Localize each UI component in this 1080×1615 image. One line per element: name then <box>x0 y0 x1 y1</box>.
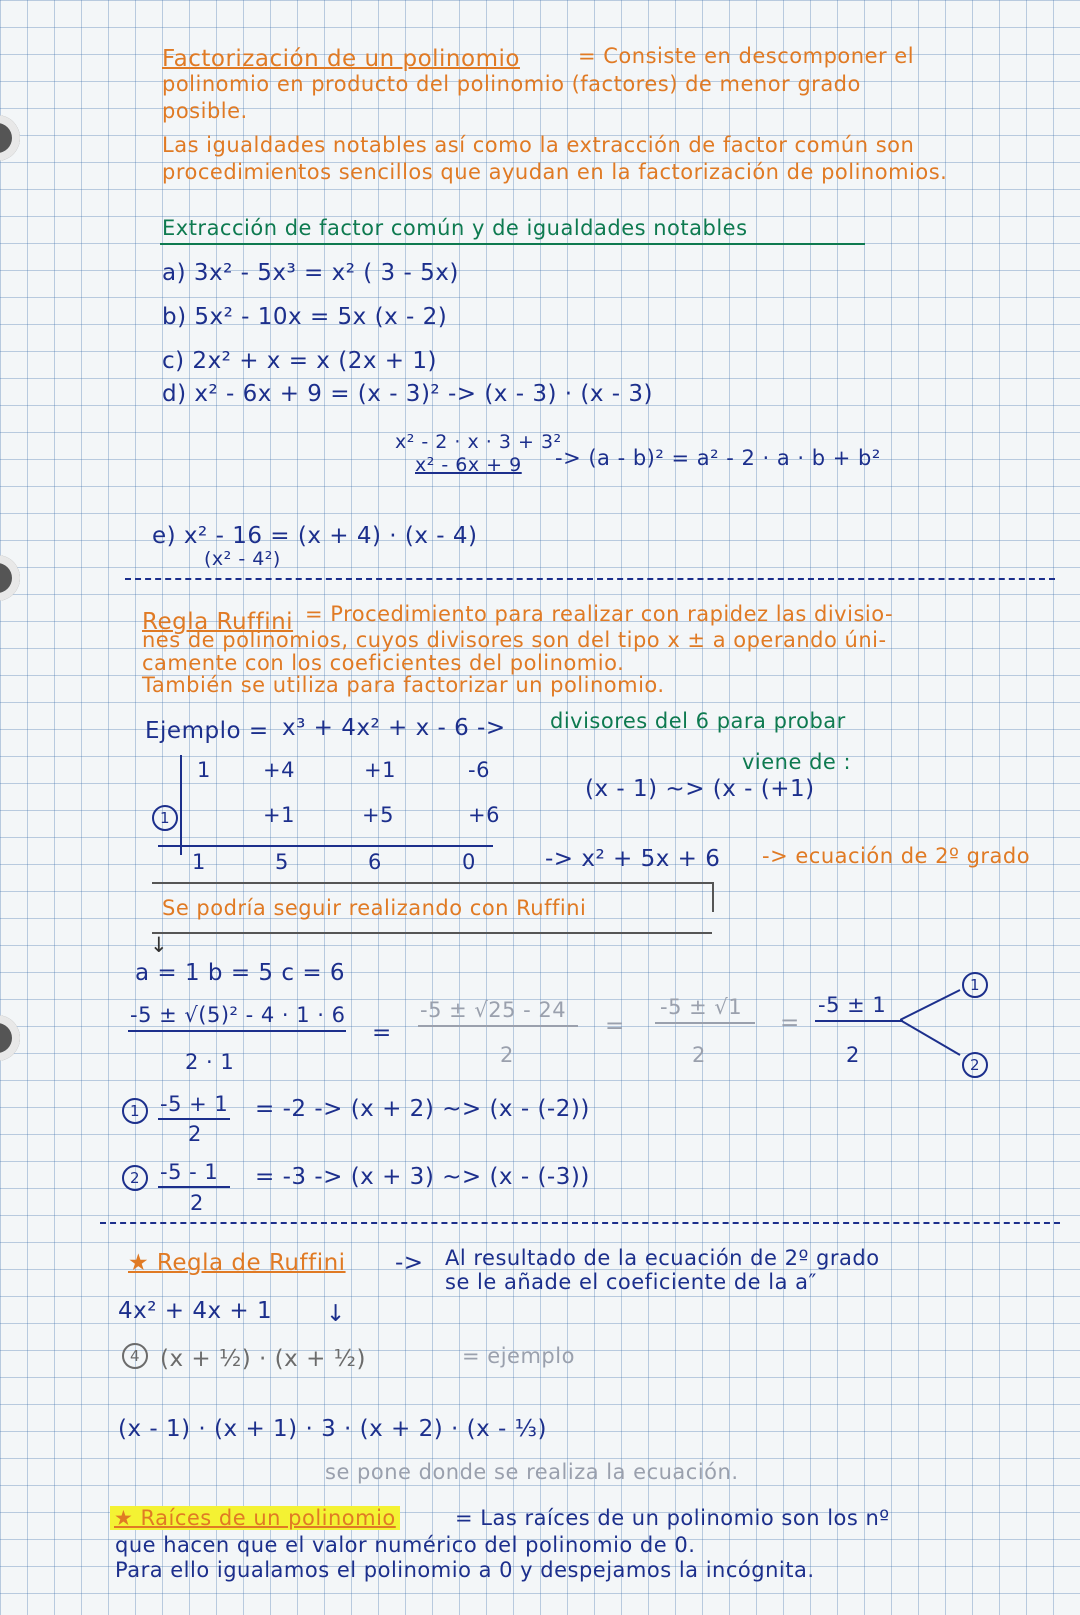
ruffini-r3c1: 1 <box>192 850 206 874</box>
ruffini2-example: = ejemplo <box>462 1344 575 1368</box>
quad-frac-bar-4 <box>815 1020 903 1022</box>
ruffini-def2: nes de polinomios, cuyos divisores son del tipo x ± a operando úni- <box>142 628 887 652</box>
binder-hole-1 <box>0 115 20 161</box>
quad-num-4: -5 ± 1 <box>818 993 887 1017</box>
intro-title-rest: = Consiste en descomponer el <box>578 44 915 68</box>
root-1-label: 1 <box>122 1098 148 1124</box>
root-2-num: -5 - 1 <box>160 1160 219 1184</box>
ruffini-r2c2: +1 <box>263 803 295 827</box>
quad-frac-bar-3 <box>655 1022 755 1024</box>
item-d: d) x² - 6x + 9 = (x - 3)² -> (x - 3) · (x - 3) <box>162 381 653 407</box>
comes-from-note: viene de : <box>742 750 852 774</box>
ruffini2-title: ★ Regla de Ruffini <box>128 1250 346 1276</box>
ruffini-def3: camente con los coeficientes del polinomio. <box>142 651 625 675</box>
ruffini-r1c1: 1 <box>197 758 211 782</box>
ruffini2-down-arrow-icon: ↓ <box>326 1301 346 1327</box>
quad-eq-2: = <box>605 1013 625 1039</box>
item-e: e) x² - 16 = (x + 4) · (x - 4) <box>152 523 478 549</box>
ruffini2-product: (x - 1) · (x + 1) · 3 · (x + 2) · (x - ⅓) <box>118 1416 547 1442</box>
quad-coeffs: a = 1 b = 5 c = 6 <box>135 960 346 986</box>
roots-def3: Para ello igualamos el polinomio a 0 y despejamos la incógnita. <box>115 1558 815 1582</box>
continue-note: Se podría seguir realizando con Ruffini <box>162 896 587 920</box>
ruffini2-factors: (x + ½) · (x + ½) <box>160 1346 366 1372</box>
root-2-bar <box>158 1186 230 1188</box>
down-arrow-icon: ↓ <box>150 933 169 957</box>
ruffini-title: Regla Ruffini <box>142 609 294 635</box>
example-poly: x³ + 4x² + x - 6 -> <box>282 715 506 741</box>
branch-lines <box>900 985 970 1065</box>
roots-def2: que hacen que el valor numérico del polinomio de 0. <box>115 1533 696 1557</box>
root-1-bar <box>158 1118 230 1120</box>
ruffini-r3c2: 5 <box>275 850 289 874</box>
quad-eq-3: = <box>780 1010 800 1036</box>
item-e-sub: (x² - 4²) <box>204 548 281 570</box>
ruffini-r3c4: 0 <box>462 850 476 874</box>
continue-note-box-right <box>712 882 714 912</box>
ruffini-r2c3: +5 <box>362 803 394 827</box>
quad-den: 2 · 1 <box>185 1050 235 1074</box>
quad-frac-bar-1 <box>128 1030 346 1032</box>
item-d-simplified: x² - 6x + 9 <box>415 454 522 476</box>
ruffini-result: -> x² + 5x + 6 <box>545 846 721 872</box>
intro-title: Factorización de un polinomio <box>162 46 520 72</box>
item-b: b) 5x² - 10x = 5x (x - 2) <box>162 304 448 330</box>
root-2-label: 2 <box>122 1165 148 1191</box>
example-label: Ejemplo = <box>145 718 269 744</box>
root-2-rest: = -3 -> (x + 3) ~> (x - (-3)) <box>255 1164 590 1190</box>
ruffini-r1c3: +1 <box>364 758 396 782</box>
item-c: c) 2x² + x = x (2x + 1) <box>162 348 437 374</box>
binder-hole-3 <box>0 1015 20 1061</box>
intro-para1: Las igualdades notables así como la extracción de factor común son <box>162 133 915 157</box>
example-note: divisores del 6 para probar <box>550 709 846 733</box>
root-2-den: 2 <box>190 1191 204 1215</box>
ruffini-r2c4: +6 <box>468 803 500 827</box>
quad-num-3: -5 ± √1 <box>660 995 743 1019</box>
quad-den-4: 2 <box>846 1043 860 1067</box>
ruffini2-note2: se le añade el coeficiente de la a″ <box>445 1270 817 1294</box>
quad-frac-bar-2 <box>418 1025 578 1027</box>
section1-heading-underline <box>160 243 865 245</box>
factor-note: (x - 1) ~> (x - (+1) <box>585 776 815 802</box>
branch-root-1-label: 1 <box>962 972 988 998</box>
item-d-expansion: x² - 2 · x · 3 + 3² <box>395 431 562 453</box>
quad-num-2: -5 ± √25 - 24 <box>420 998 567 1022</box>
ruffini2-place-note: se pone donde se realiza la ecuación. <box>325 1460 739 1484</box>
item-a: a) 3x² - 5x³ = x² ( 3 - 5x) <box>162 260 459 286</box>
ruffini-r1c2: +4 <box>263 758 295 782</box>
quad-den-3: 2 <box>692 1043 706 1067</box>
branch-root-2-label: 2 <box>962 1052 988 1078</box>
quad-den-2: 2 <box>500 1043 514 1067</box>
root-1-num: -5 + 1 <box>160 1092 229 1116</box>
continue-note-box-top <box>152 882 712 884</box>
ruffini-table-hline <box>158 845 493 847</box>
ruffini-def1: = Procedimiento para realizar con rapidez las divisio- <box>305 602 894 626</box>
ruffini2-note1: Al resultado de la ecuación de 2º grado <box>445 1246 880 1270</box>
item-d-identity: -> (a - b)² = a² - 2 · a · b + b² <box>555 446 881 470</box>
quad-num: -5 ± √(5)² - 4 · 1 · 6 <box>130 1003 346 1027</box>
ruffini-divisor: 1 <box>152 805 178 831</box>
ruffini-table-vline <box>180 755 182 855</box>
root-1-den: 2 <box>188 1122 202 1146</box>
roots-title: ★ Raíces de un polinomio <box>110 1508 400 1529</box>
intro-para2: procedimientos sencillos que ayudan en la factorización de polinomios. <box>162 160 948 184</box>
quad-eq-1: = <box>372 1020 392 1046</box>
binder-hole-2 <box>0 555 20 601</box>
ruffini-r3c3: 6 <box>368 850 382 874</box>
separator-1 <box>125 578 1055 580</box>
root-1-rest: = -2 -> (x + 2) ~> (x - (-2)) <box>255 1096 590 1122</box>
intro-line3: posible. <box>162 99 248 123</box>
roots-def1: = Las raíces de un polinomio son los nº <box>455 1506 890 1530</box>
ruffini-result-note: -> ecuación de 2º grado <box>762 844 1031 868</box>
ruffini2-poly: 4x² + 4x + 1 <box>118 1298 273 1324</box>
ruffini2-circled-coef: 4 <box>122 1343 148 1369</box>
continue-arrow-line <box>152 932 712 934</box>
ruffini2-arrow: -> <box>395 1250 424 1276</box>
section1-heading: Extracción de factor común y de igualdades notables <box>162 216 748 240</box>
intro-line2: polinomio en producto del polinomio (factores) de menor grado <box>162 72 861 96</box>
ruffini-r1c4: -6 <box>468 758 490 782</box>
separator-2 <box>100 1222 1060 1224</box>
ruffini-def4: También se utiliza para factorizar un polinomio. <box>142 673 665 697</box>
